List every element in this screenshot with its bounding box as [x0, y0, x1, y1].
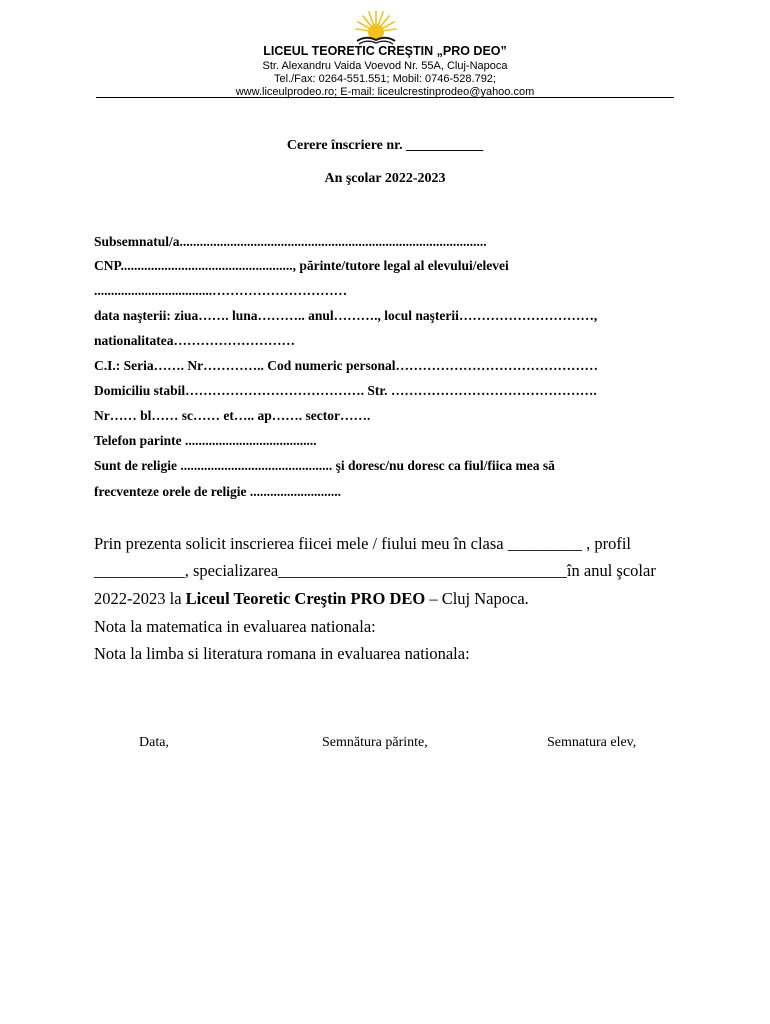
request-city: – Cluj Napoca.	[425, 589, 529, 608]
school-phone: Tel./Fax: 0264-551.551; Mobil: 0746-528.792;	[274, 73, 496, 85]
date-label: Data,	[139, 735, 169, 750]
school-name: LICEUL TEORETIC CREŞTIN „PRO DEO”	[263, 44, 507, 58]
request-school-name: Liceul Teoretic Creştin PRO DEO	[185, 589, 426, 608]
request-line-school	[94, 591, 529, 608]
student-signature-label: Semnatura elev,	[547, 735, 637, 750]
field-birth-data: data naşterii: ziua……. luna……….. anul………., locul naşterii…………………………,	[94, 308, 598, 323]
field-cnp: CNP..................................................., părinte/tutore legal al elevului/elevei	[94, 258, 509, 273]
romanian-grade-line: Nota la limba si literatura romana in evaluarea nationala:	[94, 644, 470, 663]
request-line-specialization: ___________, specializarea___________________________________în anul şcolar	[94, 561, 656, 580]
school-web-email: www.liceulprodeo.ro; E-mail: liceulcrestinprodeo@yahoo.com	[235, 86, 535, 98]
field-nationality: nationalitatea………………………	[94, 333, 295, 348]
school-year: An şcolar 2022-2023	[324, 171, 446, 186]
field-subsemnatul: Subsemnatul/a...........................................................................................	[94, 234, 487, 249]
field-student-name: ...................................…………………………	[94, 283, 348, 298]
field-parent-phone: Telefon parinte .......................................	[94, 433, 317, 448]
school-logo-icon	[354, 8, 398, 48]
field-religion-classes: frecventeze orele de religie ...........................	[94, 484, 342, 499]
school-address: Str. Alexandru Vaida Voevod Nr. 55A, Cluj-Napoca	[262, 60, 508, 72]
header-divider	[96, 97, 674, 98]
parent-signature-label: Semnătura părinte,	[322, 735, 428, 750]
request-year: 2022-2023 la	[94, 589, 186, 608]
field-religion: Sunt de religie ............................................. şi doresc/nu doresc ca fiul/fiica mea să	[94, 458, 555, 473]
document-title: Cerere înscriere nr. ___________	[286, 138, 484, 153]
request-line-class: Prin prezenta solicit inscrierea fiicei mele / fiului meu în clasa _________ , profil	[94, 534, 631, 553]
math-grade-line: Nota la matematica in evaluarea nationala:	[94, 617, 376, 636]
field-domicile: Domiciliu stabil…………………………………. Str. ……………………………………….	[94, 383, 597, 398]
field-address-details: Nr…… bl…… sc…… et….. ap……. sector…….	[94, 408, 371, 423]
field-id-card: C.I.: Seria……. Nr………….. Cod numeric personal………………………………………	[94, 358, 598, 373]
